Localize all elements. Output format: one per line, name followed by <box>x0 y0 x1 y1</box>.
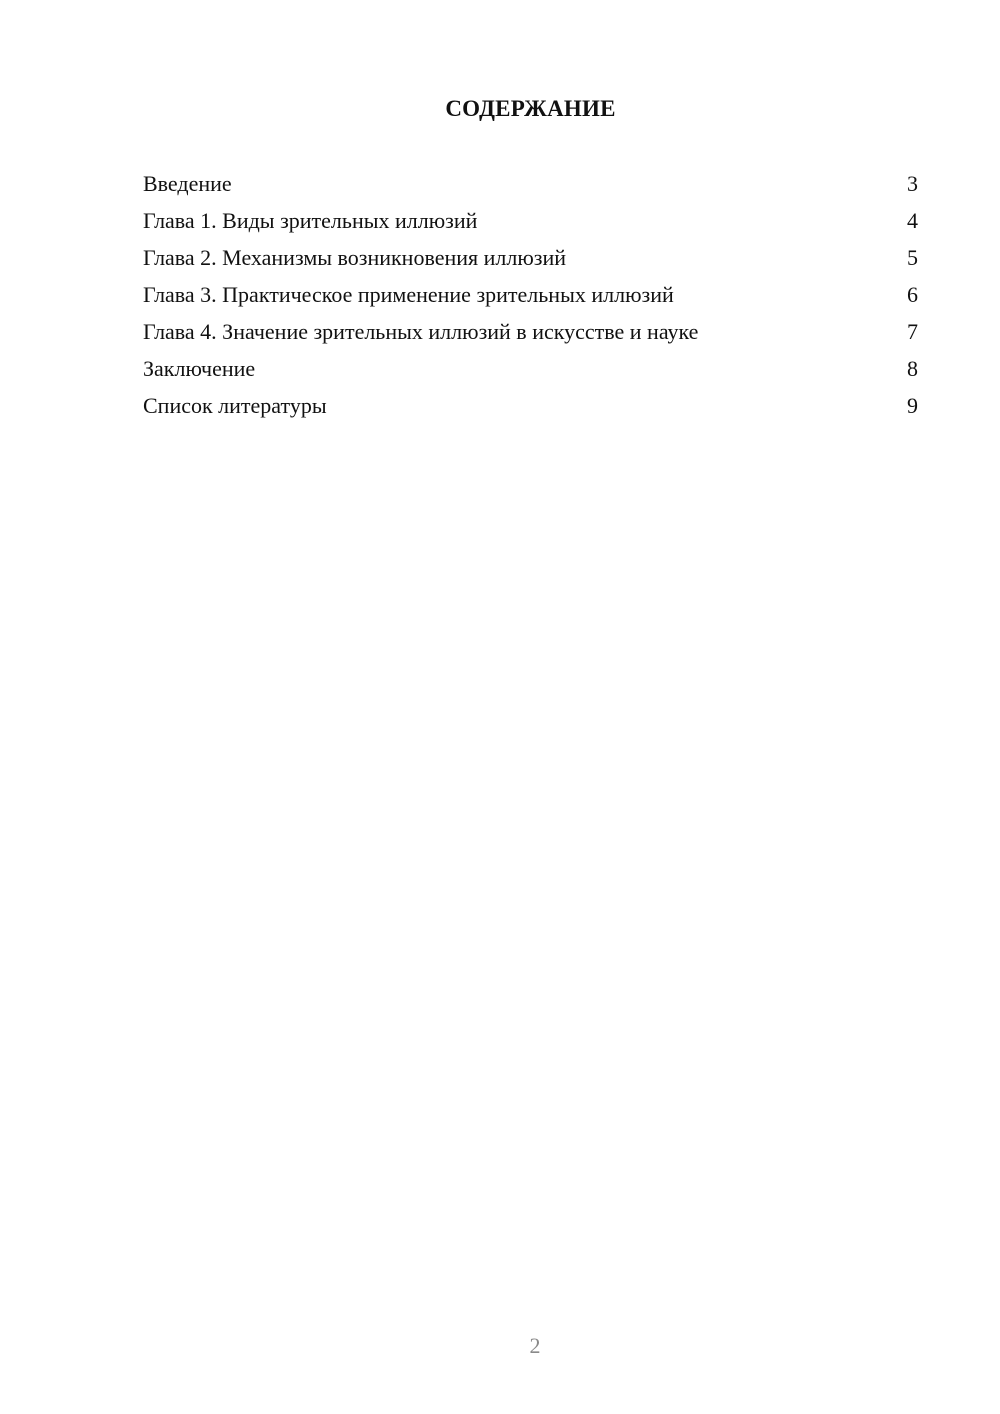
toc-entry-chapter-2 <box>143 242 918 279</box>
toc-entry-title: Глава 1. Виды зрительных иллюзий <box>143 208 478 233</box>
toc-entry-page: 5 <box>907 245 918 270</box>
toc-entry-title: Глава 4. Значение зрительных иллюзий в искусстве и науке <box>143 319 699 344</box>
toc-entry-chapter-3 <box>143 279 918 316</box>
toc-entry-page: 4 <box>907 208 918 233</box>
toc-entry-title: Введение <box>143 171 232 196</box>
toc-entry-page: 7 <box>907 319 918 344</box>
toc-entry-title: Заключение <box>143 356 256 381</box>
toc-entry-title: Глава 2. Механизмы возникновения иллюзий <box>143 245 567 270</box>
toc-entry-page: 9 <box>907 393 918 418</box>
toc-entry-references <box>143 390 918 427</box>
page-number: 2 <box>529 1333 541 1358</box>
toc-entry-conclusion <box>143 353 918 390</box>
toc-entry-title: Глава 3. Практическое применение зрительных иллюзий <box>143 282 674 307</box>
page-title: СОДЕРЖАНИЕ <box>445 96 616 121</box>
toc-entry-page: 8 <box>907 356 918 381</box>
toc-entry-chapter-4 <box>143 316 918 353</box>
toc-entry-chapter-1 <box>143 205 918 242</box>
table-of-contents <box>143 168 918 427</box>
toc-entry-title: Список литературы <box>143 393 327 418</box>
toc-entry-page: 6 <box>907 282 918 307</box>
toc-entry-page: 3 <box>907 171 918 196</box>
toc-entry-introduction <box>143 168 918 205</box>
